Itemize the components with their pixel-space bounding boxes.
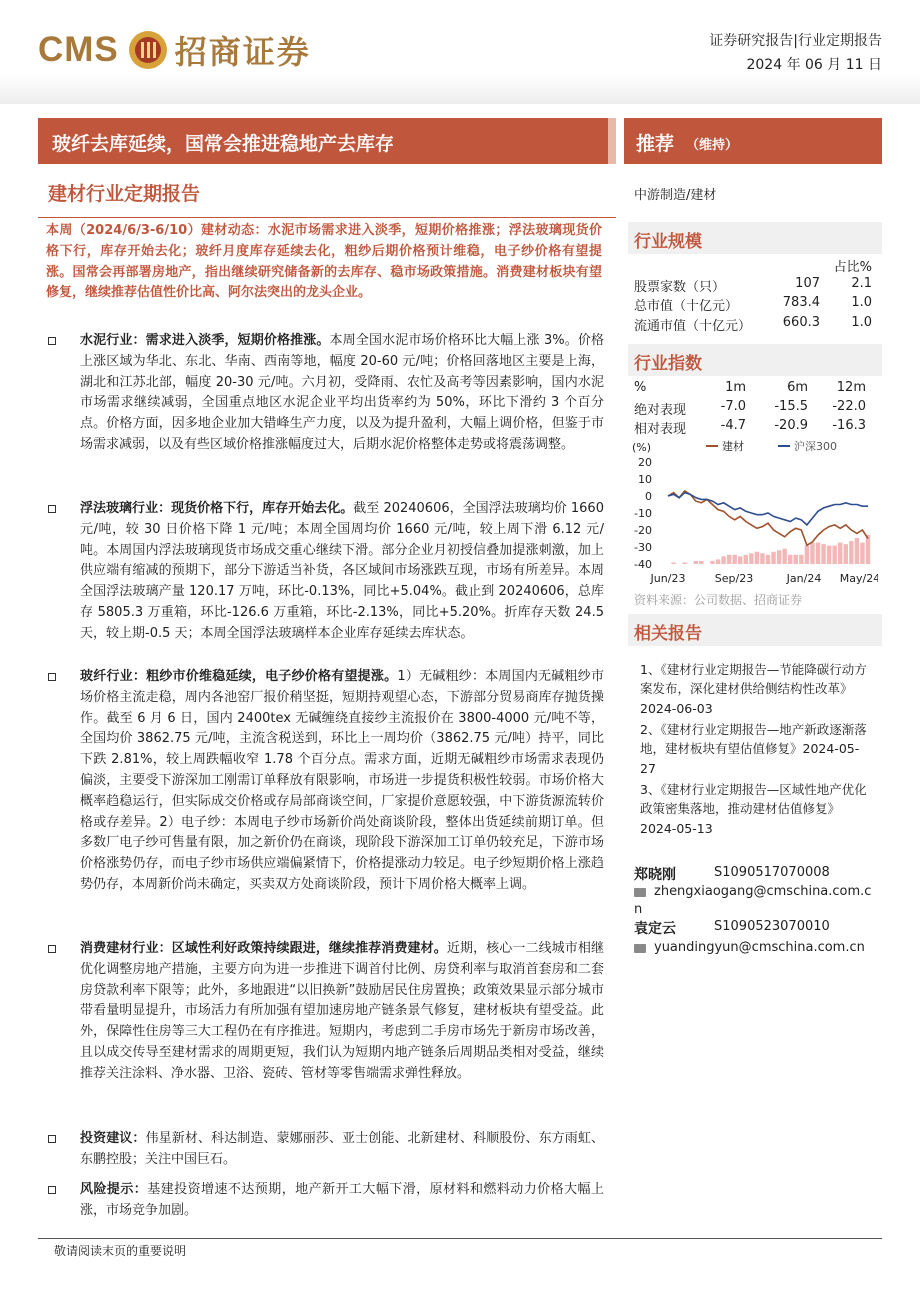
chart-relative-bar (694, 561, 698, 564)
author-email[interactable]: yuandingyun@cmschina.com.cn (654, 940, 865, 955)
report-type: 证券研究报告|行业定期报告 (709, 33, 882, 49)
related-report-link[interactable]: 1、《建材行业定期报告—节能降碳行动方案发布，深化建材供给侧结构性改革》2024-06-03 (640, 662, 867, 716)
index-section-header (628, 344, 882, 376)
rating-note: （维持） (686, 138, 739, 153)
report-date: 2024 年 06 月 11 日 (746, 57, 882, 73)
chart-xtick-label: May/24 (839, 572, 878, 585)
chart-relative-bar (682, 562, 686, 564)
chart-relative-bar (744, 555, 748, 564)
bullet-head: 投资建议： (80, 1131, 146, 1146)
rating-bar (624, 118, 882, 164)
index-header-6m: 6m (787, 380, 808, 395)
chart-relative-bar (799, 555, 803, 564)
chart-xtick-label: Sep/23 (714, 572, 754, 585)
chart-relative-bar (844, 544, 848, 564)
rating-label: 推荐 (636, 133, 675, 155)
related-section-header (628, 614, 882, 646)
chart-relative-bar (749, 553, 753, 564)
bullet-body: 基建投资增速不达预期，地产新开工大幅下滑，原材料和燃料动力价格大幅上涨，市场竞争加剧。 (80, 1182, 604, 1218)
chart-relative-bar (732, 555, 736, 564)
chart-relative-bar (805, 546, 809, 564)
scale-section-header (628, 222, 882, 254)
chart-relative-bar (710, 561, 714, 564)
title-divider (38, 217, 616, 218)
scale-row-value: 660.3 (782, 315, 820, 330)
chart-source: 资料来源：公司数据、招商证券 (634, 593, 803, 607)
chart-ytick-label: 0 (645, 490, 652, 503)
related-title: 相关报告 (634, 624, 702, 644)
scale-row-pct: 2.1 (851, 276, 872, 291)
chart-relative-bar (766, 555, 770, 564)
checkbox-bullet-icon (48, 1135, 56, 1143)
bullet-cement (44, 331, 604, 456)
chart-relative-bar (794, 555, 798, 564)
chart-ytick-label: -20 (634, 524, 652, 537)
chart-ytick-label: -40 (634, 558, 652, 571)
chart-relative-bar (755, 552, 759, 564)
bullet-investment-advice (44, 1129, 604, 1171)
index-row-1m: -4.7 (720, 418, 746, 433)
bullet-head: 风险提示： (80, 1182, 148, 1197)
logo-chinese-text: 招商证券 (174, 33, 311, 71)
index-title: 行业指数 (634, 354, 702, 374)
scale-row-value: 107 (795, 276, 820, 291)
industry-index-chart (628, 440, 878, 590)
chart-relative-bar (821, 544, 825, 564)
chart-series-line-hs300 (668, 493, 868, 525)
scale-row-value: 783.4 (782, 295, 820, 310)
index-row-12m: -16.3 (832, 418, 866, 433)
index-row-label: 绝对表现 (634, 403, 687, 418)
related-report-link[interactable]: 2、《建材行业定期报告—地产新政逐渐落地，建材板块有望估值修复》2024-05-27 (640, 722, 867, 776)
index-row-1m: -7.0 (720, 399, 746, 414)
summary-paragraph: 本周（2024/6/3-6/10）建材动态：水泥市场需求进入淡季，短期价格推涨；浮法玻璃现货价格下行，库存开始去化；玻纤月度库存延续去化，粗纱后期价格预计维稳，电子纱价格有望提涨。国常会再部署房地产，指出继续研究储备新的去库存、稳市场政策措施。消费建材板块有望修复，继续推荐估值性价比高、阿尔法突出的龙头企业。 (46, 223, 602, 301)
cms-logo (38, 26, 311, 74)
mail-icon (634, 944, 646, 953)
index-row-12m: -22.0 (832, 399, 866, 414)
author-name: 郑晓刚 (634, 867, 676, 883)
bullet-body: 伟星新材、科达制造、蒙娜丽莎、亚士创能、北新建材、科顺股份、东方雨虹、东鹏控股；关注中国巨石。 (80, 1131, 604, 1167)
footer-disclaimer: 敬请阅读末页的重要说明 (54, 1244, 187, 1258)
footer-divider (38, 1238, 882, 1239)
report-title: 玻纤去库延续，国常会推进稳地产去库存 (52, 133, 395, 155)
scale-row-pct: 1.0 (851, 295, 872, 310)
index-row-label: 相对表现 (634, 422, 687, 437)
chart-relative-bar (760, 553, 764, 564)
checkbox-bullet-icon (48, 505, 56, 513)
index-row-6m: -15.5 (774, 399, 808, 414)
scale-row-label: 流通市值（十亿元） (634, 319, 752, 334)
bullet-head: 水泥行业：需求进入淡季，短期价格推涨。 (80, 333, 330, 348)
chart-ylabel: (%) (632, 441, 652, 454)
chart-relative-bar (827, 546, 831, 564)
related-report-link[interactable]: 3、《建材行业定期报告—区域性地产优化政策密集落地，推动建材估值修复》2024-05-13 (640, 782, 867, 836)
chart-ytick-label: 10 (638, 473, 652, 486)
checkbox-bullet-icon (48, 337, 56, 345)
author-license-id: S1090523070010 (714, 919, 830, 934)
legend-label-jiancai: 建材 (722, 440, 744, 453)
chart-relative-bar (671, 562, 675, 564)
author-email[interactable]: zhengxiaogang@cmschina.com.c (654, 884, 872, 899)
mail-icon (634, 888, 646, 897)
bullet-fiberglass (44, 667, 604, 896)
logo-latin-text: CMS (38, 30, 119, 69)
chart-relative-bar (716, 559, 720, 564)
checkbox-bullet-icon (48, 945, 56, 953)
bullet-body: 截至 20240606，全国浮法玻璃均价 1660 元/吨，较 30 日价格下降 1 元/吨；本周全国周均价 1660 元/吨，较上周下滑 6.12 元/吨。本周国内浮法玻璃现货市场成交重心继续下滑。部分企业月初授信叠加提涨刺激，加上供应端有缩减的预期下，部分下游适当补货，各区域间市场涨跌互现，市场有所差异。本周全国浮法玻璃产量 120.17 万吨，环比-0.13%，同比+5.04%。截止到 20240606，总库存 5805.3 万重箱，环比-126.6 万重箱，环比-2.13%，同比+5.20%。折库存天数 24.5 天，较上期-0.5 天；本周全国浮法玻璃样本企业库存延续去库状态。 (80, 501, 604, 641)
industry-category: 中游制造/建材 (634, 188, 717, 203)
chart-relative-bar (727, 555, 731, 564)
chart-svg (628, 440, 878, 590)
chart-ytick-label: -10 (634, 507, 652, 520)
chart-relative-bar (838, 543, 842, 564)
chart-relative-bar (849, 541, 853, 564)
bullet-float-glass (44, 499, 604, 645)
index-row-6m: -20.9 (774, 418, 808, 433)
chart-relative-bar (699, 561, 703, 564)
chart-relative-bar (738, 556, 742, 564)
bullet-head: 浮法玻璃行业：现货价格下行，库存开始去化。 (80, 501, 354, 516)
scale-row-label: 总市值（十亿元） (634, 299, 739, 314)
scale-row-pct: 1.0 (851, 315, 872, 330)
legend-label-hs300: 沪深300 (794, 440, 837, 453)
bullet-body: 近期，核心一二线城市相继优化调整房地产措施，主要方向为进一步推进下调首付比例、房贷利率与取消首套房和二套房贷款利率下限等；此外，多地跟进“以旧换新”鼓励居民住房置换；政策效果显示部分城市带看量明显提升，市场活力有所加强有望加速房地产链条景气修复，建材板块有望受益。此外，保障性住房等三大工程仍在有序推进。短期内，考虑到二手房市场先于新房市场改善，且以成交传导至建材需求的周期更短，我们认为短期内地产链条后周期品类相对受益，继续推荐关注涂料、净水器、卫浴、瓷砖、管材等零售端需求弹性释放。 (80, 941, 604, 1081)
chart-xtick-label: Jan/24 (786, 572, 822, 585)
checkbox-bullet-icon (48, 1186, 56, 1194)
bullet-risk (44, 1180, 604, 1222)
index-header-12m: 12m (836, 380, 866, 395)
chart-relative-bar (782, 549, 786, 564)
bullet-head: 玻纤行业：粗纱市价维稳延续，电子纱价格有望提涨。 (80, 669, 398, 684)
checkbox-bullet-icon (48, 673, 56, 681)
index-header-1m: 1m (725, 380, 746, 395)
bullet-body: 1）无碱粗纱：本周国内无碱粗纱市场价格主流走稳，周内各池窑厂报价稍坚挺，短期持观望心态，下游部分贸易商库存抛货操作。截至 6 月 6 日，国内 2400tex 无碱缠绕直接纱主流报价在 3800-4000 元/吨不等，全国均价 3862.75 元/吨，主流含税送到，环比上一周均价（3862.75 元/吨）持平，同比下跌 2.81%，较上周跌幅收窄 1.78 个百分点。需求方面，近期无碱粗纱市场需求表现仍偏淡，主要受下游深加工刚需订单释放有限影响，市场进一步提货积极性较弱。市场价格大概率趋稳运行，但实际成交价格或存局部商谈空间，厂家提价意愿较强，中下游货源流转价格或存差异。2）电子纱：本周电子纱市场新价尚处商谈阶段，整体出货延续前期订单。但多数厂电子纱可售量有限，加之新价仍在商谈，现阶段下游深加工订单仍较充足，下游市场价格涨势仍存，而电子纱市场供应端偏紧情下，价格提涨动力较足。电子纱短期价格上涨趋势仍存，本周新价尚未确定，买卖双方处商谈阶段，预计下周价格大概率上调。 (80, 669, 604, 892)
chart-relative-bar (860, 543, 864, 564)
chart-ytick-label: -30 (634, 541, 652, 554)
author-email-wrap[interactable]: n (634, 902, 643, 917)
bullet-consumer-materials (44, 939, 604, 1085)
title-bar (38, 118, 616, 164)
scale-col-header: 占比% (833, 260, 872, 275)
report-subtitle: 建材行业定期报告 (48, 183, 201, 205)
chart-relative-bar (777, 550, 781, 564)
scale-row-label: 股票家数（只） (634, 280, 726, 295)
author-license-id: S1090517070008 (714, 865, 830, 880)
chart-relative-bar (721, 556, 725, 564)
chart-relative-bar (816, 543, 820, 564)
chart-ytick-label: 20 (638, 456, 652, 469)
author-name: 袁定云 (634, 921, 676, 937)
scale-title: 行业规模 (634, 232, 702, 252)
chart-relative-bar (832, 546, 836, 564)
chart-relative-bar (866, 535, 870, 564)
bullet-body: 本周全国水泥市场价格环比大幅上涨 3%。价格上涨区域为华北、东北、华南、西南等地，幅度 20-60 元/吨；价格回落地区主要是上海，湖北和江苏北部，幅度 20-30 元/吨。六月初，受降雨、农忙及高考等因素影响，国内水泥市场需求继续减弱，全国重点地区水泥企业平均出货率约为 50%，环比下滑约 3 个百分点。价格方面，因多地企业加大错峰生产力度，以及为提升盈利，大幅上调价格，但鉴于市场需求减弱，以及有些区域价格推涨幅度过大，后期水泥价格整体走势或将震荡调整。 (80, 333, 604, 452)
chart-xtick-label: Jun/23 (650, 572, 686, 585)
logo-emblem-icon (127, 29, 169, 71)
chart-relative-bar (855, 538, 859, 564)
bullet-head: 消费建材行业：区域性利好政策持续跟进，继续推荐消费建材。 (80, 941, 447, 956)
chart-relative-bar (810, 543, 814, 564)
chart-relative-bar (771, 552, 775, 564)
index-header-unit: % (634, 380, 647, 395)
chart-relative-bar (788, 555, 792, 564)
